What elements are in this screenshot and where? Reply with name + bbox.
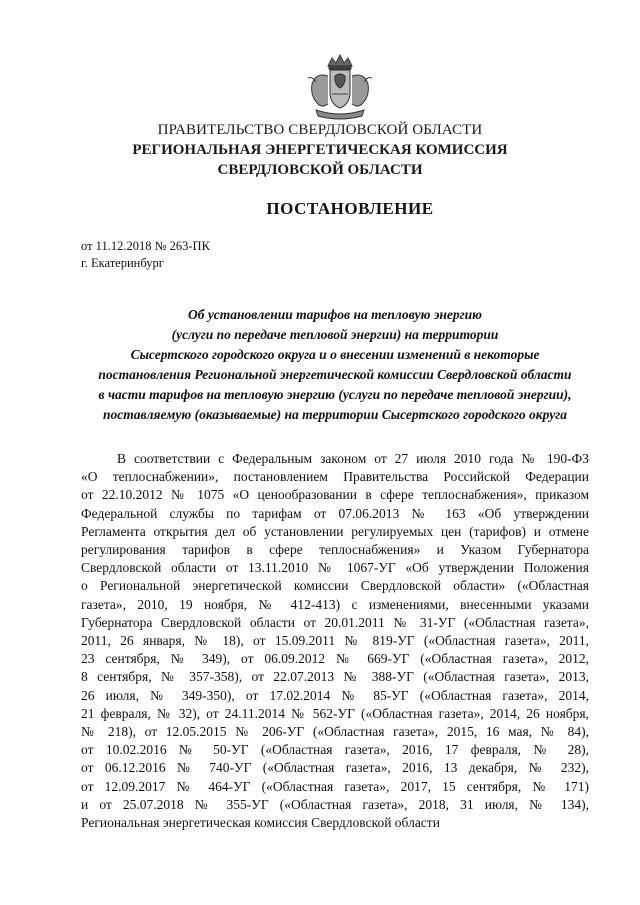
body-line: регулирования тарифов в сфере теплоснабжения» и Указом Губернатора <box>81 542 589 558</box>
body-line: Региональная энергетическая комиссия Свердловской области <box>81 815 440 831</box>
commission-heading: РЕГИОНАЛЬНАЯ ЭНЕРГЕТИЧЕСКАЯ КОМИССИЯ <box>132 142 508 158</box>
subject-line: постановления Региональной энергетической комиссии Свердловской области <box>98 367 572 382</box>
document-type-title: ПОСТАНОВЛЕНИЕ <box>266 199 434 218</box>
body-line: 8 сентября, № 357-358), от 22.07.2013 № 388-УГ («Областная газета», 2013, <box>81 669 589 685</box>
government-heading: ПРАВИТЕЛЬСТВО СВЕРДЛОВСКОЙ ОБЛАСТИ <box>157 122 483 138</box>
document-subject <box>80 305 590 425</box>
subject-line: (услуги по передаче тепловой энергии) на территории <box>171 327 499 342</box>
body-line: Федеральной службы по тарифам от 07.06.2013 № 163 «Об утверждении <box>81 505 589 521</box>
body-line: от 22.10.2012 № 1075 «О ценообразовании в сфере теплоснабжения», приказом <box>81 487 589 503</box>
body-line: от 12.09.2017 № 464-УГ («Областная газета», 2017, 15 сентября, № 171) <box>81 778 589 794</box>
body-line: «О теплоснабжении», постановлением Правительства Российской Федерации <box>81 469 589 485</box>
region-heading: СВЕРДЛОВСКОЙ ОБЛАСТИ <box>217 162 423 178</box>
body-line: В соответствии с Федеральным законом от 27 июля 2010 года № 190-ФЗ <box>117 451 589 466</box>
date-number: от 11.12.2018 № 263-ПК <box>81 239 210 253</box>
body-line: и от 25.07.2018 № 355-УГ («Областная газета», 2018, 31 июля, № 134), <box>81 796 589 812</box>
body-line: о Региональной энергетической комиссии Свердловской области» («Областная <box>81 578 589 594</box>
body-line: от 10.02.2016 № 50-УГ («Областная газета», 2016, 17 февраля, № 28), <box>81 742 589 758</box>
body-line: от 06.12.2016 № 740-УГ («Областная газета», 2016, 13 декабря, № 232), <box>81 760 589 776</box>
body-line: 26 июля, № 349-350), от 17.02.2014 № 85-УГ («Областная газета», 2014, <box>81 687 589 703</box>
city: г. Екатеринбург <box>81 256 164 270</box>
body-line: 21 февраля, № 32), от 24.11.2014 № 562-УГ («Областная газета», 2014, 26 ноября, <box>81 705 589 721</box>
body-line: 23 сентября, № 349), от 06.09.2012 № 669-УГ («Областная газета», 2012, <box>81 651 589 667</box>
document-body <box>81 450 589 832</box>
body-line: 2011, 26 января, № 18), от 15.09.2011 № 819-УГ («Областная газета», 2011, <box>81 633 589 649</box>
subject-line: в части тарифов на тепловую энергию (услуги по передаче тепловой энергии), <box>98 387 572 402</box>
subject-line: Сысертского городского округа и о внесении изменений в некоторые <box>130 347 540 362</box>
body-line: Регламента открытия дел об установлении регулируемых цен (тарифов) и отмене <box>81 523 589 539</box>
subject-line: поставляемую (оказываемые) на территории Сысертского городского округа <box>103 407 567 422</box>
coat-of-arms-emblem <box>302 52 378 122</box>
subject-line: Об установлении тарифов на тепловую энергию <box>187 307 483 322</box>
body-line: газета», 2010, 19 ноября, № 412-413) с изменениями, внесенными указами <box>81 596 589 612</box>
body-line: Губернатора Свердловской области от 20.01.2011 № 31-УГ («Областная газета», <box>81 614 589 630</box>
body-line: № 218), от 12.05.2015 № 206-УГ («Областная газета», 2015, 16 мая, № 84), <box>81 724 589 740</box>
body-line: Свердловской области от 13.11.2010 № 1067-УГ «Об утверждении Положения <box>81 560 589 576</box>
